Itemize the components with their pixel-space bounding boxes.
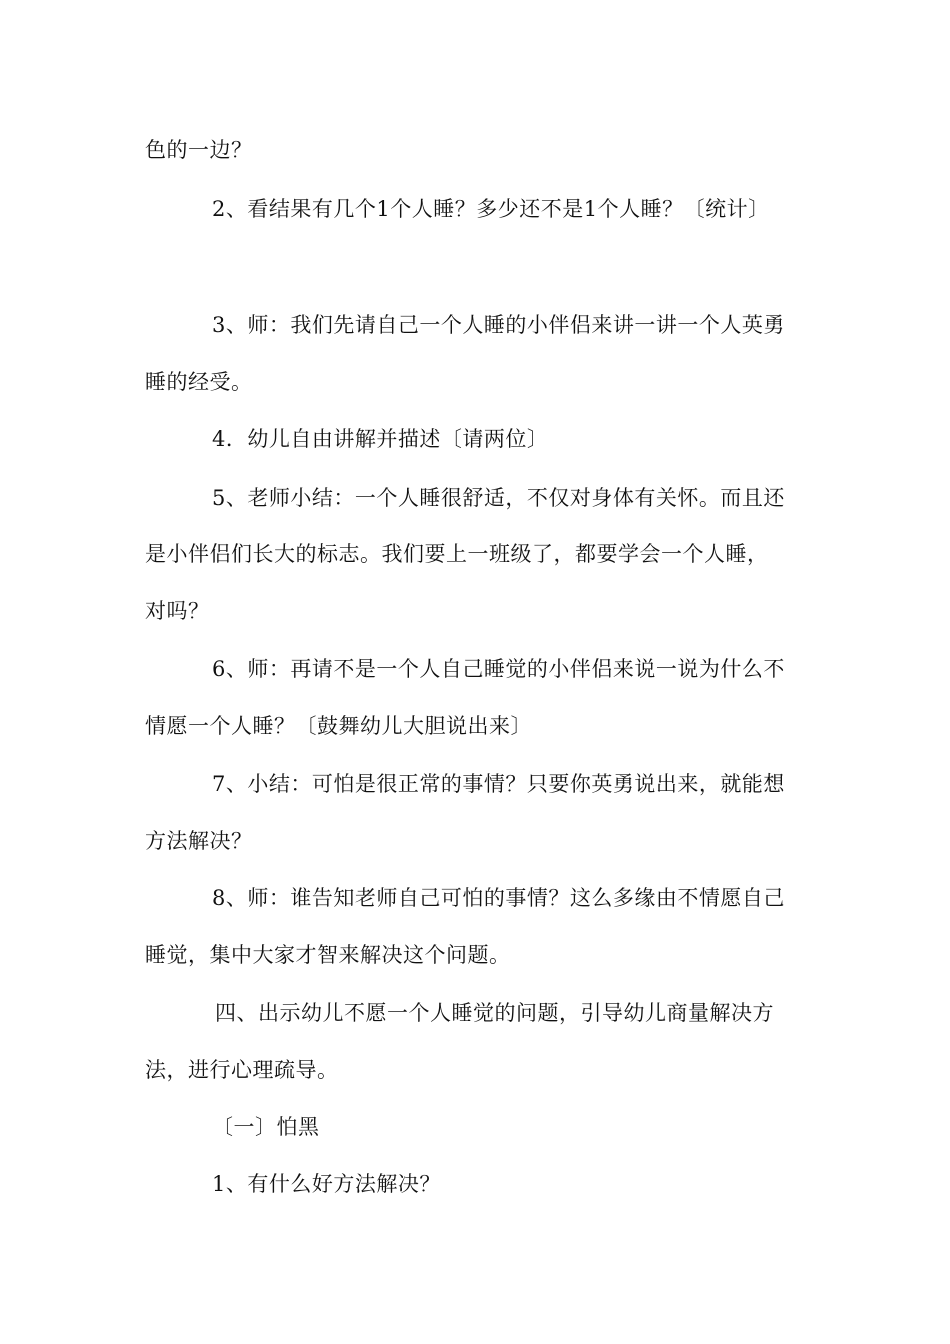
text-line: 1、有什么好方法解决？ [212, 1172, 441, 1196]
text-line: 情愿一个人睡？〔鼓舞幼儿大胆说出来〕 [145, 714, 532, 738]
text-line: 睡的经受。 [145, 370, 253, 394]
text-line: 7、小结：可怕是很正常的事情？只要你英勇说出来，就能想 [212, 772, 785, 796]
text-line: 方法解决？ [145, 829, 253, 853]
text-line: 5、老师小结：一个人睡很舒适，不仅对身体有关怀。而且还 [212, 486, 785, 510]
text-line: 睡觉，集中大家才智来解决这个问题。 [145, 943, 511, 967]
text-line: 3、师：我们先请自己一个人睡的小伴侣来讲一讲一个人英勇 [212, 313, 785, 337]
text-line: 8、师：谁告知老师自己可怕的事情？这么多缘由不情愿自己 [212, 886, 785, 910]
text-line: 2、看结果有几个1个人睡？多少还不是1个人睡？〔统计〕 [212, 197, 770, 221]
text-line: 4．幼儿自由讲解并描述〔请两位〕 [212, 427, 549, 451]
text-line: 法，进行心理疏导。 [145, 1058, 339, 1082]
text-line: 四、出示幼儿不愿一个人睡觉的问题，引导幼儿商量解决方 [215, 1001, 774, 1025]
text-line: 〔一〕怕黑 [212, 1115, 320, 1139]
text-line: 对吗？ [145, 599, 210, 623]
text-line: 是小伴侣们长大的标志。我们要上一班级了，都要学会一个人睡， [145, 542, 769, 566]
text-line: 6、师：再请不是一个人自己睡觉的小伴侣来说一说为什么不 [212, 657, 785, 681]
text-line: 色的一边？ [145, 138, 253, 162]
